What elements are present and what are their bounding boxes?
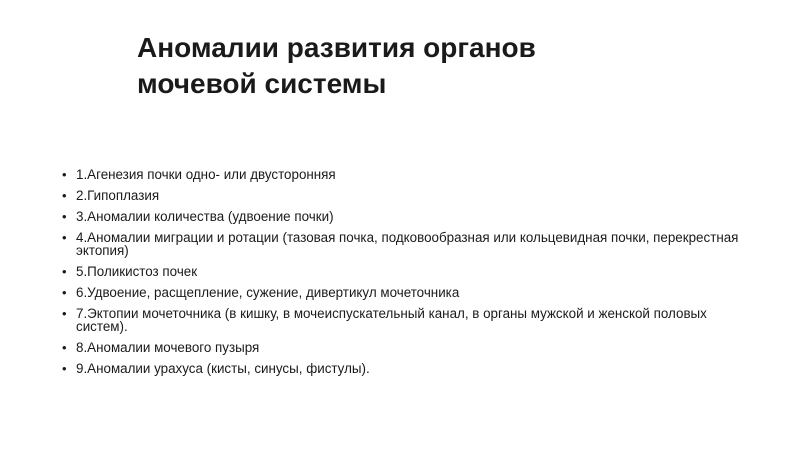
bullet-icon: • xyxy=(62,230,67,245)
bullet-icon: • xyxy=(62,340,67,355)
list-item xyxy=(62,189,742,202)
list-item xyxy=(62,231,742,257)
list-item xyxy=(62,265,742,278)
slide-title-line-2: мочевой системы xyxy=(137,68,387,99)
list-item-text: 2.Гипоплазия xyxy=(76,188,160,203)
anomalies-list xyxy=(62,168,742,383)
list-item-text: 7.Эктопии мочеточника (в кишку, в мочеиспускательный канал, в органы мужской и женской половых систем). xyxy=(76,306,707,334)
list-item-text: 6.Удвоение, расщепление, сужение, дивертикул мочеточника xyxy=(76,285,460,300)
slide-title-line-1: Аномалии развития органов xyxy=(137,32,536,63)
slide-title xyxy=(137,30,697,102)
bullet-icon: • xyxy=(62,167,67,182)
list-item-text: 4.Аномалии миграции и ротации (тазовая почка, подковообразная или кольцевидная почки, перекрестная эктопия) xyxy=(76,230,739,258)
bullet-icon: • xyxy=(62,264,67,279)
list-item xyxy=(62,168,742,181)
list-item-text: 5.Поликистоз почек xyxy=(76,264,198,279)
list-item-text: 9.Аномалии урахуса (кисты, синусы, фистулы). xyxy=(76,361,370,376)
list-item-text: 3.Аномалии количества (удвоение почки) xyxy=(76,209,334,224)
list-item xyxy=(62,307,742,333)
bullet-icon: • xyxy=(62,306,67,321)
bullet-icon: • xyxy=(62,188,67,203)
list-item-text: 8.Аномалии мочевого пузыря xyxy=(76,340,260,355)
bullet-icon: • xyxy=(62,285,67,300)
list-item xyxy=(62,286,742,299)
bullet-icon: • xyxy=(62,361,67,376)
list-item xyxy=(62,341,742,354)
list-item xyxy=(62,210,742,223)
list-item xyxy=(62,362,742,375)
bullet-icon: • xyxy=(62,209,67,224)
list-item-text: 1.Агенезия почки одно- или двусторонняя xyxy=(76,167,336,182)
